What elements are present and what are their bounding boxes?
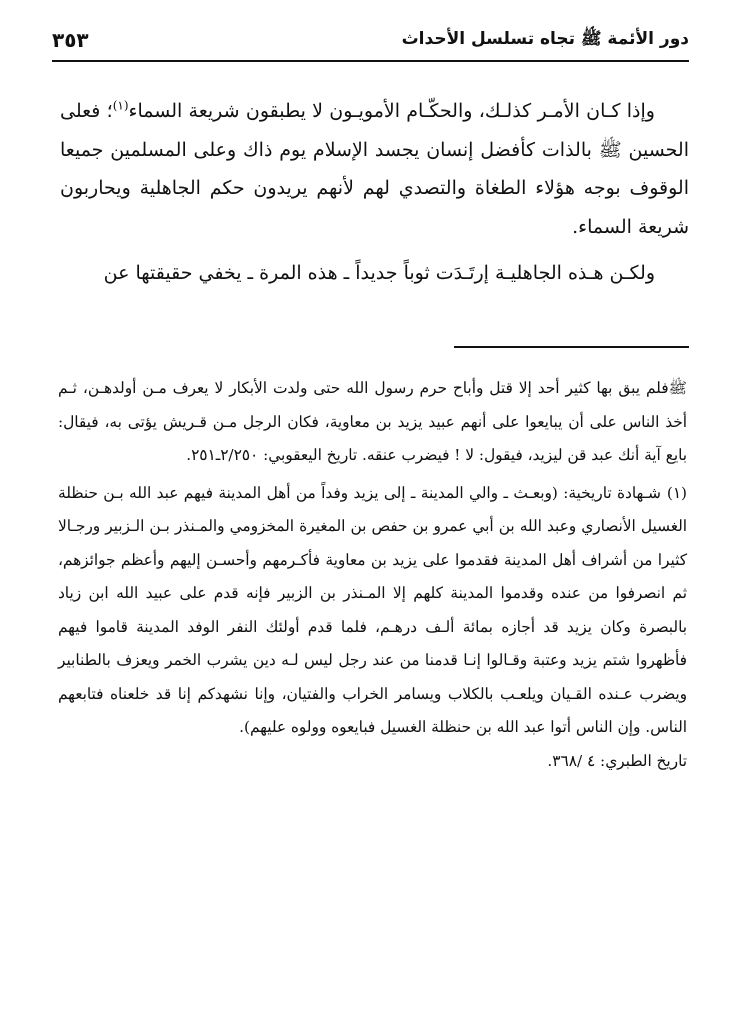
footnote-continued: ﷺفلم يبق بها كثير أحد إلا قتل وأباح حرم رسول الله حتى ولدت الأبكار لا يعرف مـن أولدهـن، ثـم أخذ الناس على أن يبايعوا على أنهم عبيد يزيد بن معاوية، فكان الرجل مـن قـريش يؤتى به، فيقال: بايع آية أنك عبد قن ليزيد، فيقول: لا ! فيضرب عنقه. تاريخ اليعقوبي: ٢/٢٥٠ـ٢٥١. bbox=[58, 379, 687, 464]
footnote-reference-1[interactable]: (١) bbox=[112, 98, 129, 113]
footnote-1-source: تاريخ الطبري: ٤ /٣٦٨. bbox=[547, 751, 687, 770]
header-rule bbox=[52, 60, 689, 62]
footnote-1 bbox=[58, 477, 687, 745]
running-title: دور الأئمة ﷺ تجاه تسلسل الأحداث bbox=[401, 28, 689, 49]
page-number: ٣٥٣ bbox=[52, 28, 89, 52]
paragraph-1-start: وإذا كـان الأمـر كذلـك، والحكّـام الأمويـون لا يطبقون شريعة السماء bbox=[128, 100, 655, 122]
footnote-1-number: (١) bbox=[666, 483, 687, 502]
paragraph-1-end: ؛ فعلى الحسين ﷺ بالذات كأفضل إنسان يجسد الإسلام يوم ذاك وعلى المسلمين جميعا الوقوف بوجه هؤلاء الطغاة والتصدي لهم لأنهم يريدون حكم الجاهلية ويحاربون شريعة السماء. bbox=[60, 100, 689, 238]
footnotes bbox=[58, 372, 687, 778]
paragraph-1 bbox=[60, 92, 689, 246]
page-header bbox=[52, 22, 689, 58]
main-body bbox=[60, 92, 689, 293]
paragraph-2: ولكـن هـذه الجاهليـة إرتَـدَت ثوباً جديداً ـ هذه المرة ـ يخفي حقيقتها عن bbox=[103, 262, 655, 284]
footnote-1-text: شـهادة تاريخية: (وبعـث ـ والي المدينة ـ إلى يزيد وفداً من أهل المدينة فيهم عبد الله بـن حنظلة الغسيل الأنصاري وعبد الله بن أبي عمرو بن حفص بن المغيرة المخزومي والمـنذر بـن الـزبير ورجـالا كثيرا من أشراف أهل المدينة فقدموا على يزيد بن معاوية فأكـرمهم وأحسـن إليهم وأعظم جوائزهم، ثم انصرفوا من عنده وقدموا المدينة كلهم إلا المـنذر بن الزبير فإنه قدم على عبيد الله ابن زياد بالبصرة وكان يزيد قد أجازه بمائة ألـف درهـم، فلما قدم أولئك النفر الوفد المدينة قاموا فيهم فأظهروا شتم يزيد وعتبة وقـالوا إنـا قدمنا من عند رجل ليس لـه دين يشرب الخمر ويعزف بالطنابير ويضرب عـنده القـيان ويلعـب بالكلاب ويسامر الخراب والفتيان، وإنا نشهدكم إنا قد خلعناه فتابعهم الناس. وإن الناس أتوا عبد الله بن حنظلة الغسيل فبايعوه وولوه عليهم). bbox=[58, 483, 687, 736]
footnote-separator bbox=[454, 346, 689, 348]
